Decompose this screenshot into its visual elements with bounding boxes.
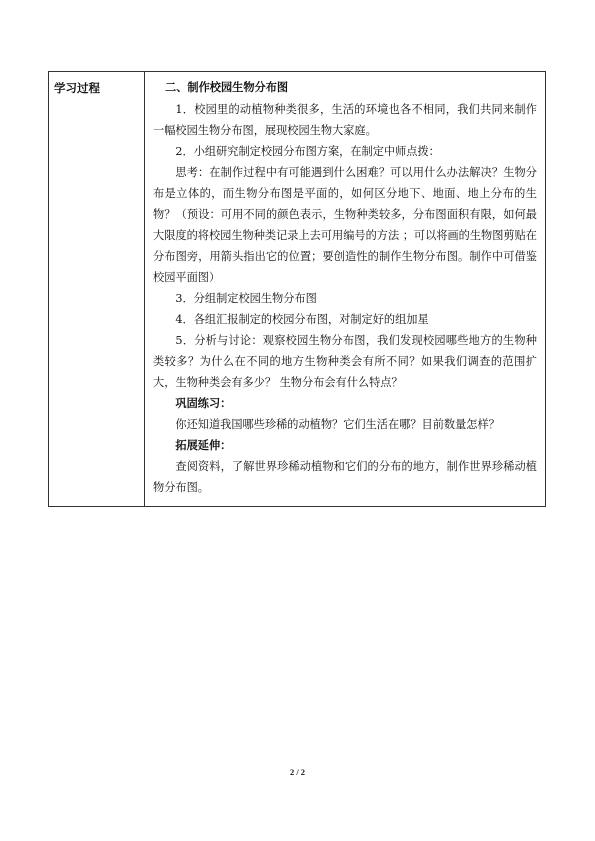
section-title: 二、制作校园生物分布图 [165, 81, 289, 94]
paragraph-step-4: 4．各组汇报制定的校园分布图，对制定好的组加星 [175, 313, 429, 326]
paragraph-step-5: 5．分析与讨论：观察校园生物分布图，我们发现校园哪些地方的生物种类较多？为什么在不同的地方生物种类会有所不同？如果我们调查的范围扩大，生物种类会有多少？ 生物分布会有什么特点？ [153, 334, 537, 389]
paragraph-step-3: 3．分组制定校园生物分布图 [175, 292, 317, 305]
paragraph-thinking: 思考：在制作过程中有可能遇到什么困难？可以用什么办法解决？生物分布是立体的，而生物分布图是平面的，如何区分地下、地面、地上分布的生物？（预设：可用不同的颜色表示，生物种类较多，分布图面积有限，如何最大限度的将校园生物种类记录上去可用编号的方法 ；可以将画的生物图剪贴在分布图旁，用箭头指出它的位置；要创造性的制作生物分布图。制作中可借鉴校园平面图） [153, 166, 537, 284]
row-label: 学习过程 [54, 81, 100, 95]
table-row [49, 72, 546, 507]
lesson-table [48, 71, 546, 507]
row-label-cell [49, 72, 145, 507]
page-number: 2 / 2 [289, 767, 306, 777]
content-cell [145, 72, 546, 507]
practice-heading: 巩固练习： [175, 397, 232, 410]
paragraph-step-2: 2．小组研究制定校园分布图方案，在制定中师点拨： [175, 145, 440, 158]
practice-text: 你还知道我国哪些珍稀的动植物？它们生活在哪？目前数量怎样？ [175, 418, 500, 431]
extension-text: 查阅资料，了解世界珍稀动植物和它们的分布的地方，制作世界珍稀动植物分布图。 [153, 460, 537, 494]
extension-heading: 拓展延伸： [175, 439, 232, 452]
paragraph-step-1: 1．校园里的动植物种类很多，生活的环境也各不相同，我们共同来制作一幅校园生物分布图，展现校园生物大家庭。 [153, 103, 537, 137]
